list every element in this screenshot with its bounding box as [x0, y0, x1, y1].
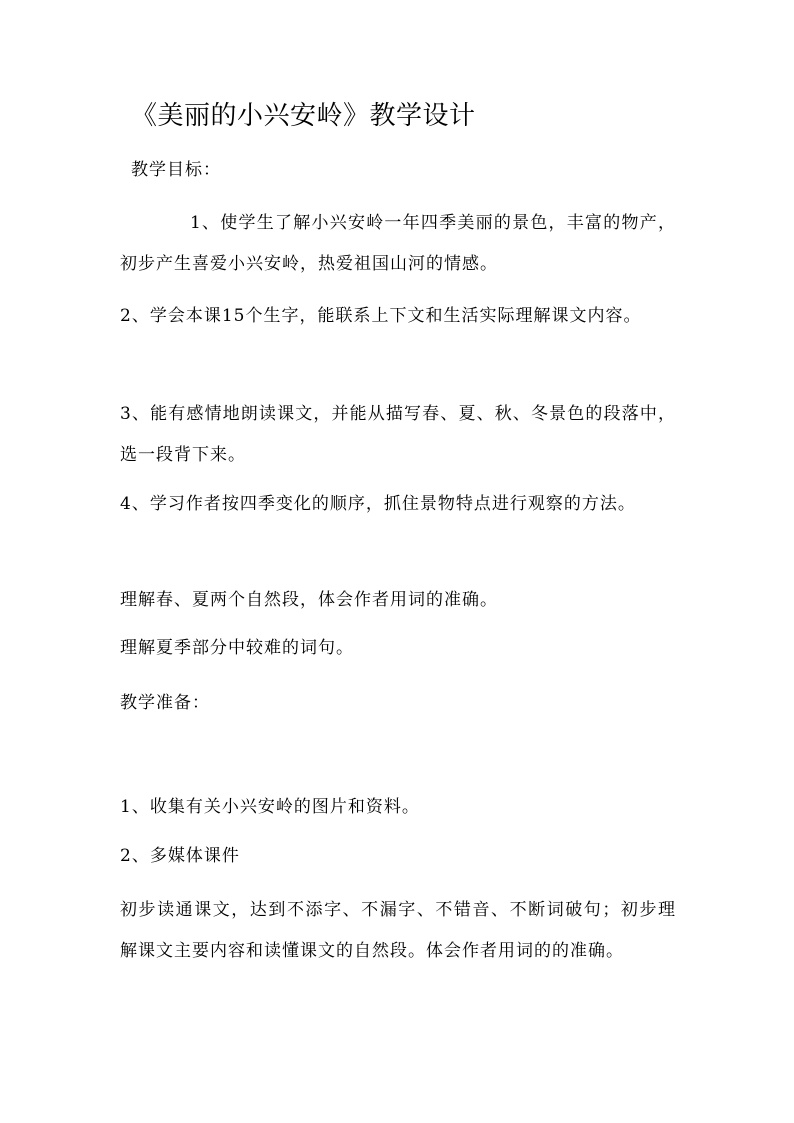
objective-item-4: 4、学习作者按四季变化的顺序，抓住景物特点进行观察的方法。 [120, 494, 636, 514]
objective-item-2: 2、学会本课15个生字，能联系上下文和生活实际理解课文内容。 [120, 306, 642, 326]
objective-item-1: 1、使学生了解小兴安岭一年四季美丽的景色，丰富的物产，初步产生喜爱小兴安岭，热爱祖国山河的情感。 [120, 213, 676, 274]
preparation-item-2: 2、多媒体课件 [120, 846, 240, 866]
preparation-heading: 教学准备： [120, 693, 210, 713]
focus-line-2: 理解夏季部分中较难的词句。 [120, 638, 354, 658]
objective-item-3: 3、能有感情地朗读课文，并能从描写春、夏、秋、冬景色的段落中，选一段背下来。 [120, 404, 676, 465]
objectives-heading: 教学目标： [131, 160, 221, 180]
closing-paragraph: 初步读通课文，达到不添字、不漏字、不错音、不断词破句；初步理解课文主要内容和读懂课文的自然段。体会作者用词的的准确。 [120, 900, 676, 961]
document-title: 《美丽的小兴安岭》教学设计 [131, 101, 476, 131]
preparation-item-1: 1、收集有关小兴安岭的图片和资料。 [120, 797, 420, 817]
focus-line-1: 理解春、夏两个自然段，体会作者用词的准确。 [120, 590, 498, 610]
